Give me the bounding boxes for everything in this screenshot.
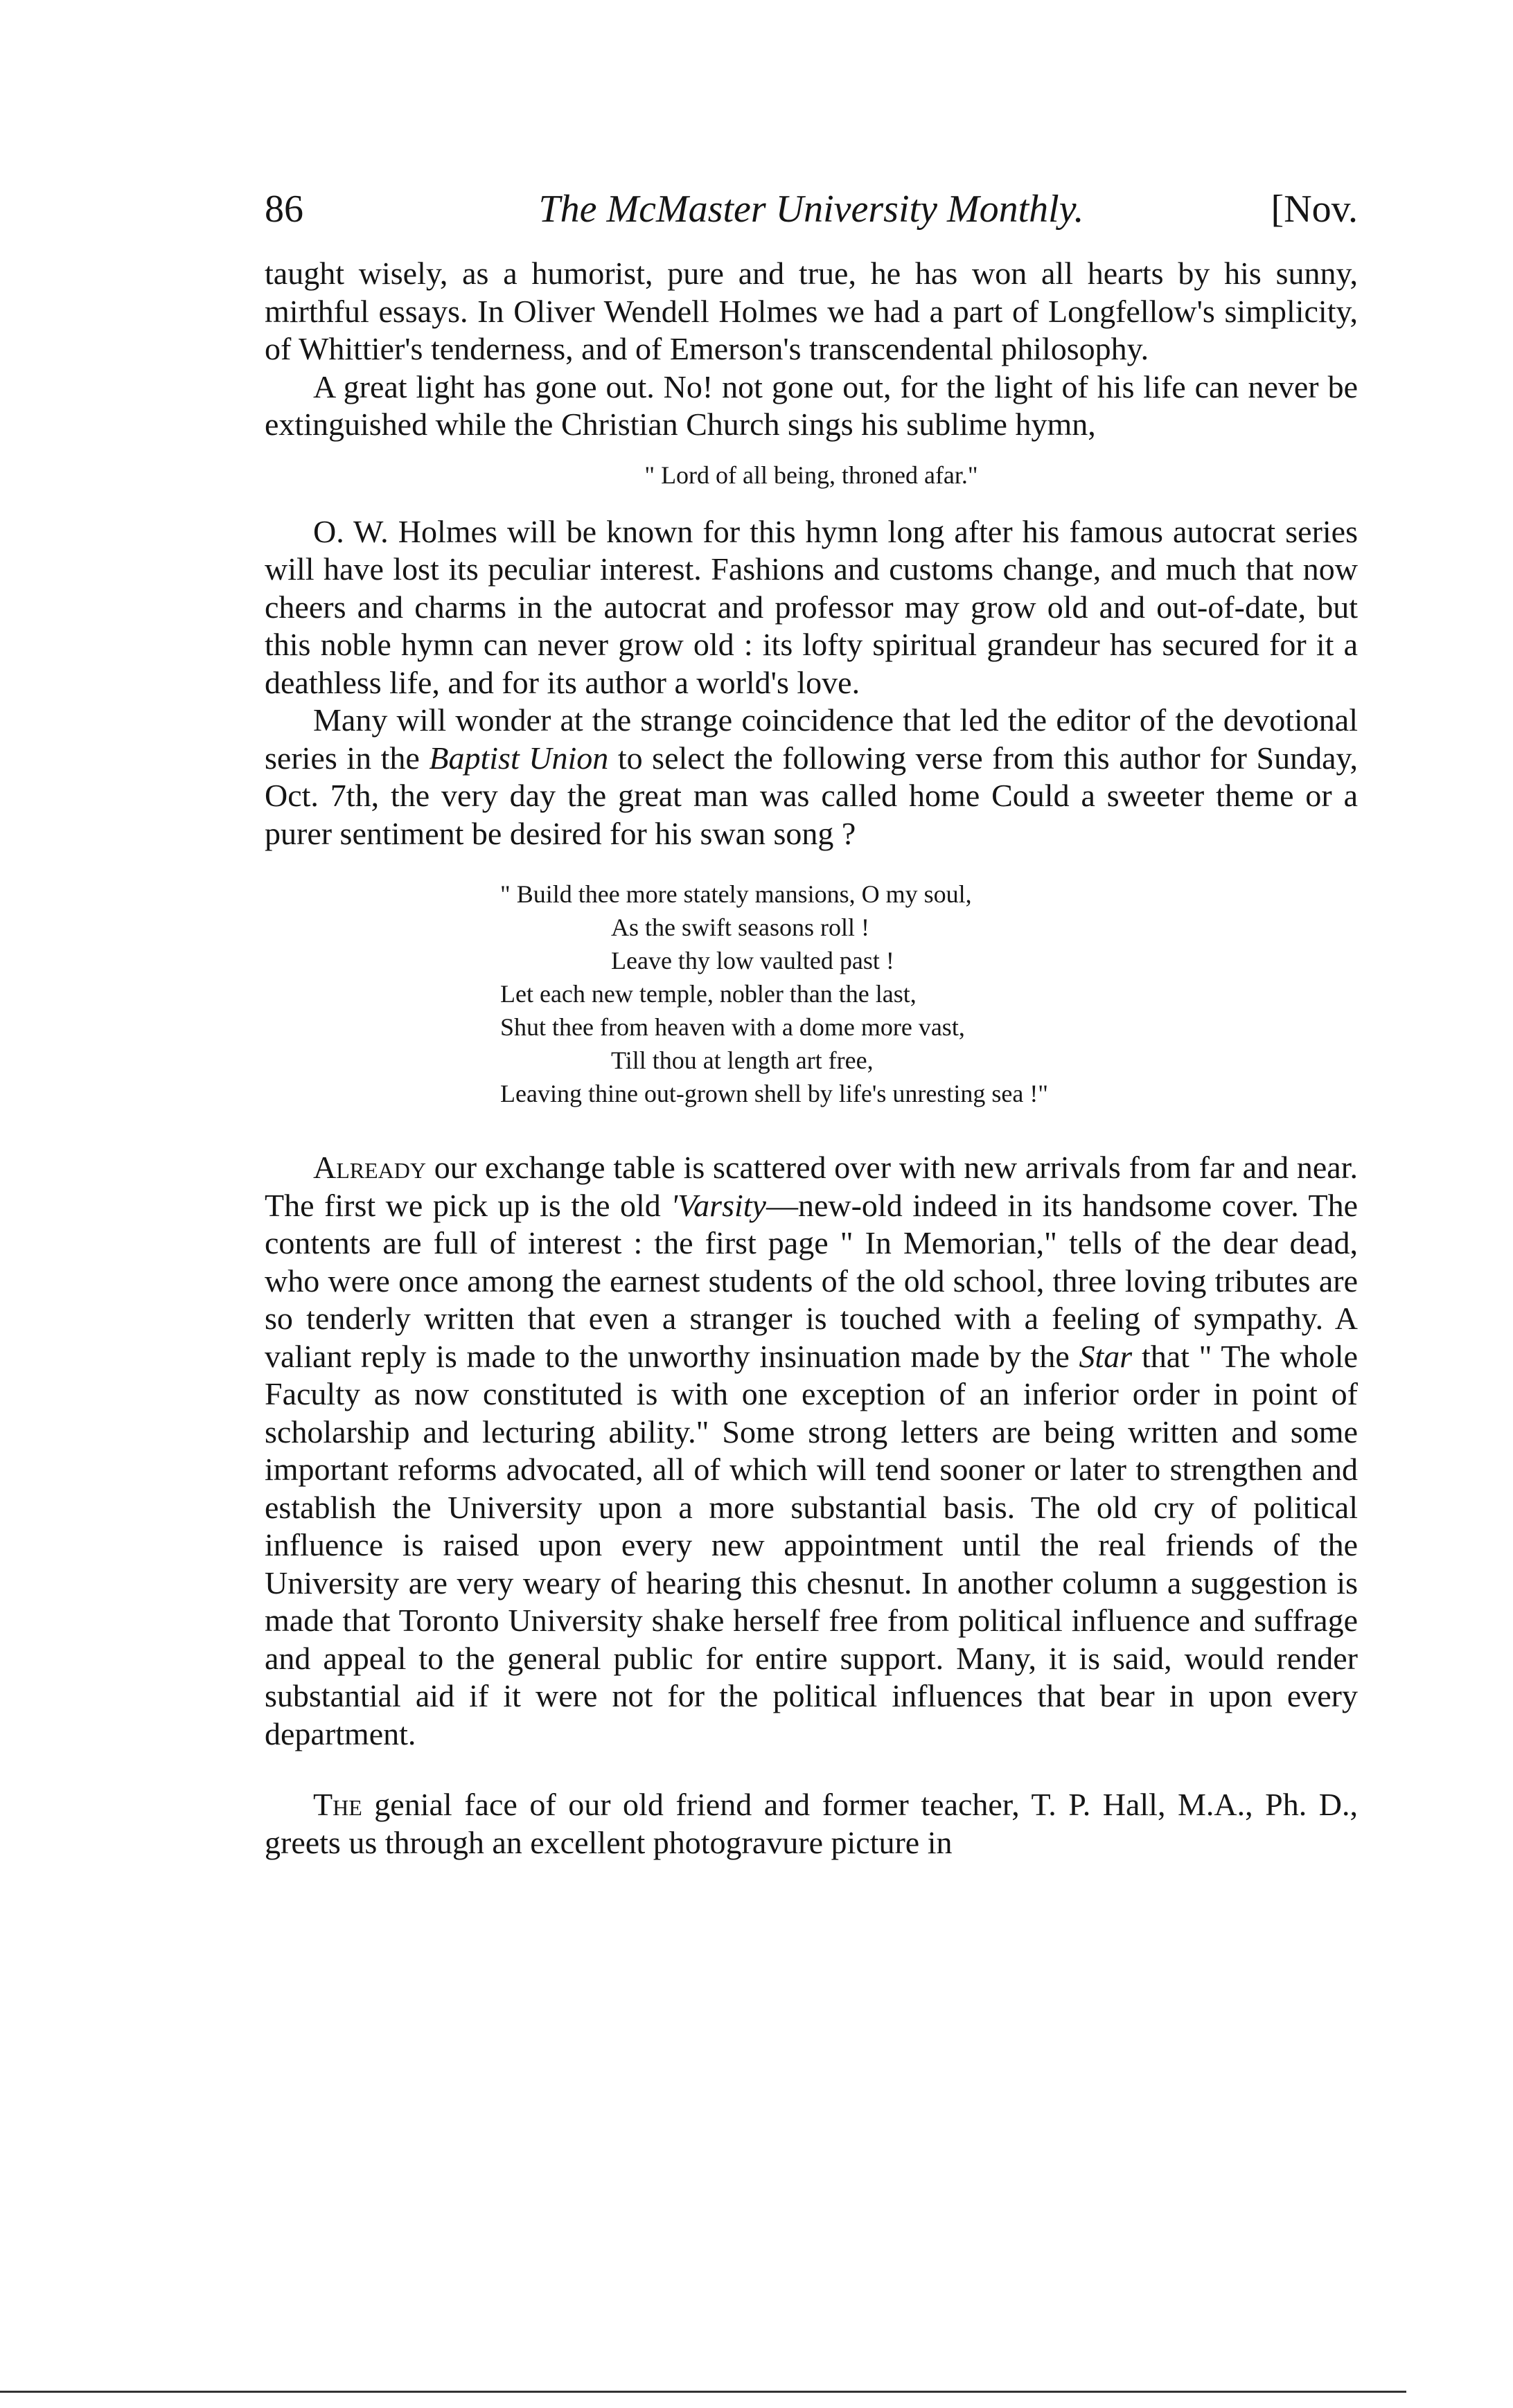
poem-line: " Build thee more stately mansions, O my soul, — [500, 880, 972, 908]
poem-line: As the swift seasons roll ! — [611, 913, 869, 941]
exchange-text-3: that " The whole Faculty as now constituted is with one exception of an inferior order in point of scholarship and lecturing ability." Some strong letters are being written and some important reforms advocated, all of which will tend sooner or later to strengthen and establish the University upon a more substantial basis. The old cry of political influence is raised upon every new appointment until the real friends of the University are very weary of hearing this chesnut. In another column a suggestion is made that Toronto University shake herself free from political influence and suffrage and appeal to the general public for entire support. Many, it is said, would render substantial aid if it were not for the political influences that bear in upon every department. — [265, 1338, 1358, 1751]
paragraph-exchange-table — [265, 1149, 1358, 1753]
varsity-title: 'Varsity — [671, 1187, 766, 1223]
poem-stanza — [265, 877, 1358, 1110]
issue-month: [Nov. — [1271, 188, 1358, 231]
poem-line: Leave thy low vaulted past ! — [611, 947, 894, 974]
paragraph-great-light: A great light has gone out. No! not gone out, for the light of his life can never be extinguished while the Christian Church sings his sublime hymn, — [265, 368, 1358, 442]
journal-title: The McMaster University Monthly. — [538, 188, 1084, 231]
paragraph-holmes-humorist: taught wisely, as a humorist, pure and true, he has won all hearts by his sunny, mirthful essays. In Oliver Wendell Holmes we had a part of Longfellow's simplicity, of Whittier's tenderness, and of Emerson's transcendental philosophy. — [265, 256, 1358, 366]
paragraph-coincidence — [265, 702, 1358, 853]
baptist-union-title: Baptist Union — [429, 740, 609, 776]
article-body — [265, 255, 1358, 1862]
page-number: 86 — [265, 188, 303, 231]
paragraph-hall — [265, 1786, 1358, 1862]
exchange-text-2: —new-old indeed in its handsome cover. The contents are full of interest : the first page " In Memorian," tells of the dear dead, who were once among the earnest students of the old school, three loving tributes are so tenderly written that even a stranger is touched with a feeling of sympathy. A valiant reply is made to the unworthy insinuation made by the — [265, 1187, 1359, 1374]
poem-line: Till thou at length art free, — [611, 1046, 874, 1074]
hymn-quote: " Lord of all being, throned afar." — [644, 461, 978, 489]
hall-lead-word: The — [313, 1787, 362, 1822]
coincidence-text-start: Many will wonder at the strange coincidence that led the editor of the devotional series in the — [265, 702, 1358, 776]
star-title: Star — [1079, 1338, 1133, 1374]
hall-text: genial face of our old friend and former teacher, T. P. Hall, M.A., Ph. D., greets us through an excellent photogravure picture in — [265, 1787, 1358, 1860]
poem-line: Let each new temple, nobler than the last, — [500, 980, 917, 1008]
paragraph-autocrat-series: O. W. Holmes will be known for this hymn long after his famous autocrat series will have lost its peculiar interest. Fashions and customs change, and much that now cheers and charms in the autocrat and professor may grow old and out-of-date, but this noble hymn can never grow old : its lofty spiritual grandeur has secured for it a deathless life, and for its author a world's love. — [265, 513, 1358, 700]
exchange-lead-word: Already — [313, 1150, 426, 1185]
coincidence-text-end: to select the following verse from this author for Sunday, Oct. 7th, the very day the great man was called home Could a sweeter theme or a purer sentiment be desired for his swan song ? — [265, 740, 1359, 851]
poem-line: Leaving thine out-grown shell by life's unresting sea !" — [500, 1080, 1048, 1107]
poem-line: Shut thee from heaven with a dome more vast, — [500, 1013, 965, 1041]
page-bottom-rule — [0, 2391, 1406, 2393]
running-header — [265, 181, 1358, 237]
exchange-text-1: our exchange table is scattered over with new arrivals from far and near. The first we pick up is the old — [265, 1150, 1358, 1223]
